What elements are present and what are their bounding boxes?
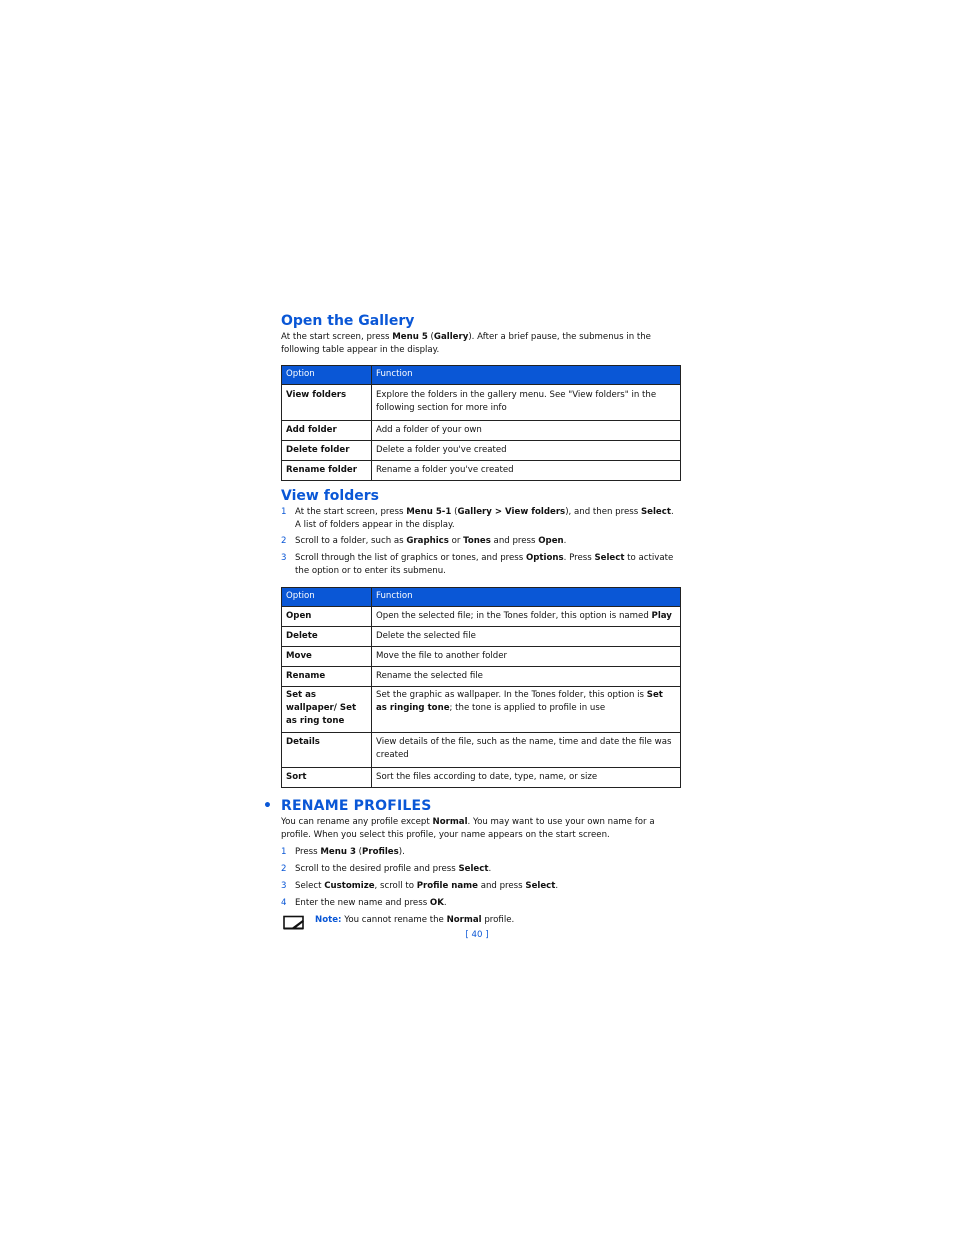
option-cell: Rename (282, 667, 372, 687)
table-row (282, 667, 681, 687)
heading-text: RENAME PROFILES (281, 798, 432, 814)
table-row (282, 687, 681, 733)
note-box (281, 914, 681, 927)
step-text: Scroll to the desired profile and press Select. (295, 864, 492, 874)
note-text: You cannot rename the Normal profile. (341, 915, 515, 925)
function-cell: Explore the folders in the gallery menu. See "View folders" in the following section for more info (372, 385, 681, 421)
option-cell: Sort (282, 768, 372, 788)
list-item (281, 897, 681, 910)
function-cell: Rename the selected file (372, 667, 681, 687)
step-text: Scroll through the list of graphics or tones, and press Options. Press Select to activate the option or to enter its submenu. (295, 553, 674, 576)
list-item (281, 552, 681, 578)
table-row (282, 647, 681, 667)
heading-rename-profiles (263, 797, 681, 815)
table-row (282, 421, 681, 441)
table-row (282, 627, 681, 647)
rename-profiles-intro: You can rename any profile except Normal. You may want to use your own name for a profile. When you select this profile, your name appears on the start screen. (281, 817, 655, 840)
view-folders-steps (281, 506, 681, 578)
file-options-table (281, 587, 681, 788)
step-text: Press Menu 3 (Profiles). (295, 847, 405, 857)
header-option: Option (282, 588, 372, 607)
option-cell: Delete folder (282, 441, 372, 461)
gallery-options-table (281, 365, 681, 481)
function-cell: Set the graphic as wallpaper. In the Tones folder, this option is Set as ringing tone; the tone is applied to profile in use (372, 687, 681, 733)
table-row (282, 441, 681, 461)
step-text: Enter the new name and press OK. (295, 898, 447, 908)
heading-view-folders: View folders (281, 488, 379, 504)
list-item (281, 863, 681, 876)
header-option: Option (282, 366, 372, 385)
table-row (282, 385, 681, 421)
function-cell: Delete a folder you've created (372, 441, 681, 461)
function-cell: Open the selected file; in the Tones folder, this option is named Play (372, 607, 681, 627)
list-item (281, 880, 681, 893)
step-text: At the start screen, press Menu 5-1 (Gallery > View folders), and then press Select. A list of folders appear in the display. (295, 507, 674, 530)
list-item (281, 506, 681, 532)
step-number: 1 (281, 847, 287, 857)
page-number: [ 40 ] (465, 930, 489, 940)
table-row (282, 733, 681, 768)
option-cell: View folders (282, 385, 372, 421)
option-cell: Details (282, 733, 372, 768)
function-cell: Rename a folder you've created (372, 461, 681, 481)
open-gallery-intro: At the start screen, press Menu 5 (Gallery). After a brief pause, the submenus in the following table appear in the display. (281, 332, 651, 355)
header-function: Function (372, 588, 681, 607)
step-text: Select Customize, scroll to Profile name and press Select. (295, 881, 559, 891)
note-pad-icon (283, 915, 305, 930)
step-number: 4 (281, 898, 287, 908)
table-header-row (282, 588, 681, 607)
function-cell: Move the file to another folder (372, 647, 681, 667)
list-item (281, 846, 681, 859)
step-number: 2 (281, 536, 287, 546)
heading-open-gallery: Open the Gallery (281, 313, 415, 329)
list-item (281, 535, 681, 548)
table-header-row (282, 366, 681, 385)
option-cell: Open (282, 607, 372, 627)
option-cell: Rename folder (282, 461, 372, 481)
section-bullet: • (263, 798, 273, 814)
function-cell: Sort the files according to date, type, name, or size (372, 768, 681, 788)
option-cell: Move (282, 647, 372, 667)
step-number: 1 (281, 507, 287, 517)
step-number: 3 (281, 881, 287, 891)
table-row (282, 768, 681, 788)
header-function: Function (372, 366, 681, 385)
step-number: 2 (281, 864, 287, 874)
note-label: Note: (315, 915, 342, 925)
option-cell: Add folder (282, 421, 372, 441)
table-row (282, 461, 681, 481)
page-content (263, 312, 681, 927)
function-cell: Delete the selected file (372, 627, 681, 647)
step-text: Scroll to a folder, such as Graphics or Tones and press Open. (295, 536, 567, 546)
function-cell: Add a folder of your own (372, 421, 681, 441)
option-cell: Set as wallpaper/ Set as ring tone (282, 687, 372, 733)
table-row (282, 607, 681, 627)
rename-profiles-steps (281, 846, 681, 910)
function-cell: View details of the file, such as the name, time and date the file was created (372, 733, 681, 768)
option-cell: Delete (282, 627, 372, 647)
step-number: 3 (281, 553, 287, 563)
